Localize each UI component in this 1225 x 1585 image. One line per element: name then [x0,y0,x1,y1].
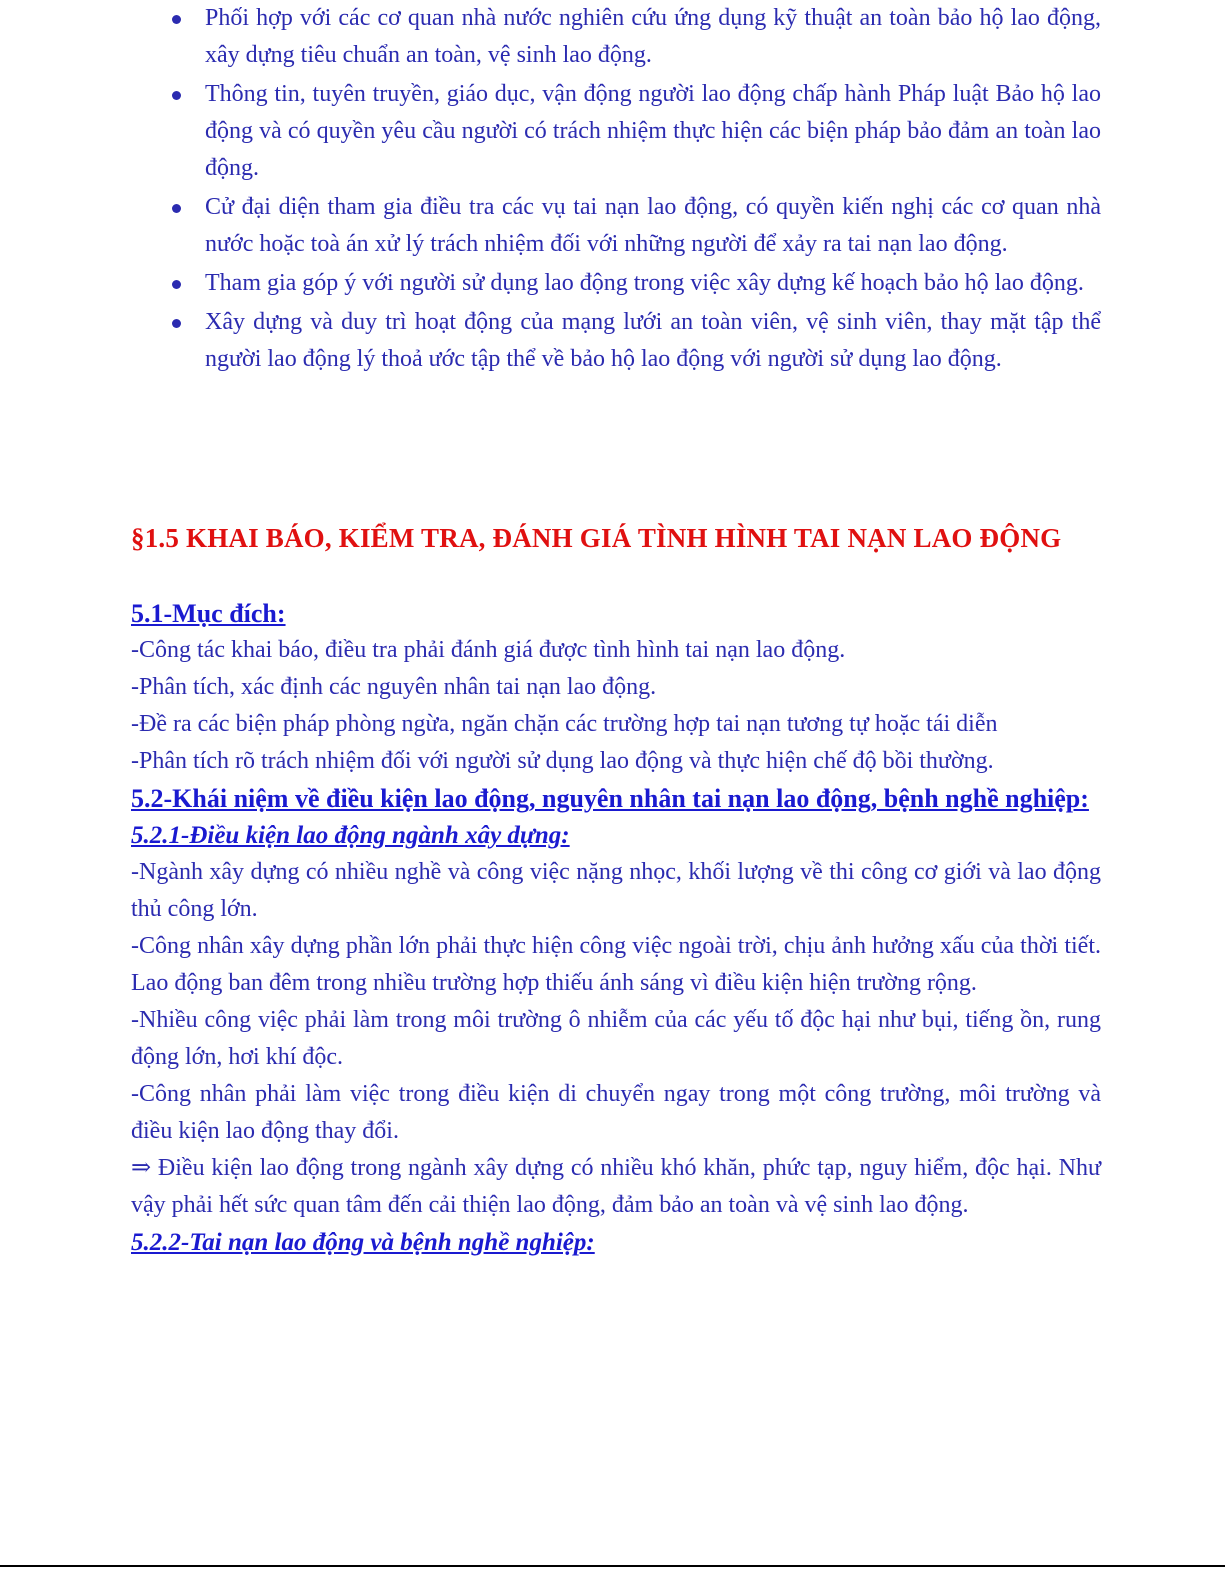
bullet-list [0,0,1225,380]
paragraph: -Công tác khai báo, điều tra phải đánh giá được tình hình tai nạn lao động. [131,637,846,663]
heading-5-1: 5.1-Mục đích: [131,599,286,628]
page-bottom-rule [0,1565,1225,1567]
bullet-dot-icon [172,91,181,100]
heading-5-2-2: 5.2.2-Tai nạn lao động và bệnh nghề nghiệp: [131,1229,595,1256]
bullet-dot-icon [172,319,181,328]
paragraph: -Nhiều công việc phải làm trong môi trường ô nhiễm của các yếu tố độc hại như bụi, tiếng ồn, rung động lớn, hơi khí độc. [131,1007,1101,1070]
paragraph: -Phân tích rõ trách nhiệm đối với người sử dụng lao động và thực hiện chế độ bồi thường. [131,748,994,774]
section-title: §1.5 KHAI BÁO, KIỂM TRA, ĐÁNH GIÁ TÌNH HÌNH TAI NẠN LAO ĐỘNG [131,523,1062,553]
bullet-dot-icon [172,204,181,213]
paragraph: -Đề ra các biện pháp phòng ngừa, ngăn chặn các trường hợp tai nạn tương tự hoặc tái diễn [131,711,998,737]
bullet-dot-icon [172,15,181,24]
bullet-text: Xây dựng và duy trì hoạt động của mạng lưới an toàn viên, vệ sinh viên, thay mặt tập thể người lao động lý thoả ước tập thể về bảo hộ lao động với người sử dụng lao động. [205,309,1101,372]
bullet-item [0,265,1101,302]
heading-5-2: 5.2-Khái niệm về điều kiện lao động, nguyên nhân tai nạn lao động, bệnh nghề nghiệp: [131,784,1089,813]
conclusion-paragraph: ⇒ Điều kiện lao động trong ngành xây dựng có nhiều khó khăn, phức tạp, nguy hiểm, độc hại. Như vậy phải hết sức quan tâm đến cải thiện lao động, đảm bảo an toàn và vệ sinh lao động. [131,1155,1101,1218]
bullet-item [0,189,1101,263]
bullet-item [0,0,1101,74]
paragraph: -Công nhân xây dựng phần lớn phải thực hiện công việc ngoài trời, chịu ảnh hưởng xấu của thời tiết. Lao động ban đêm trong nhiều trường hợp thiếu ánh sáng vì điều kiện hiện trường rộng. [131,933,1101,996]
bullet-text: Thông tin, tuyên truyền, giáo dục, vận động người lao động chấp hành Pháp luật Bảo hộ lao động và có quyền yêu cầu người có trách nhiệm thực hiện các biện pháp bảo đảm an toàn lao động. [205,81,1101,181]
bullet-text: Phối hợp với các cơ quan nhà nước nghiên cứu ứng dụng kỹ thuật an toàn bảo hộ lao động, xây dựng tiêu chuẩn an toàn, vệ sinh lao động. [205,5,1101,68]
bullet-item [0,76,1101,187]
paragraph: -Phân tích, xác định các nguyên nhân tai nạn lao động. [131,674,657,700]
bullet-item [0,304,1101,378]
heading-5-2-1: 5.2.1-Điều kiện lao động ngành xây dựng: [131,822,570,849]
bullet-text: Tham gia góp ý với người sử dụng lao động trong việc xây dựng kế hoạch bảo hộ lao động. [205,270,1084,296]
section-5-1 [131,595,1101,1261]
paragraph: -Ngành xây dựng có nhiều nghề và công việc nặng nhọc, khối lượng về thi công cơ giới và lao động thủ công lớn. [131,859,1101,922]
paragraph: -Công nhân phải làm việc trong điều kiện di chuyển ngay trong một công trường, môi trường và điều kiện lao động thay đổi. [131,1081,1101,1144]
bullet-text: Cử đại diện tham gia điều tra các vụ tai nạn lao động, có quyền kiến nghị các cơ quan nhà nước hoặc toà án xử lý trách nhiệm đối với những người để xảy ra tai nạn lao động. [205,194,1101,257]
bullet-dot-icon [172,280,181,289]
